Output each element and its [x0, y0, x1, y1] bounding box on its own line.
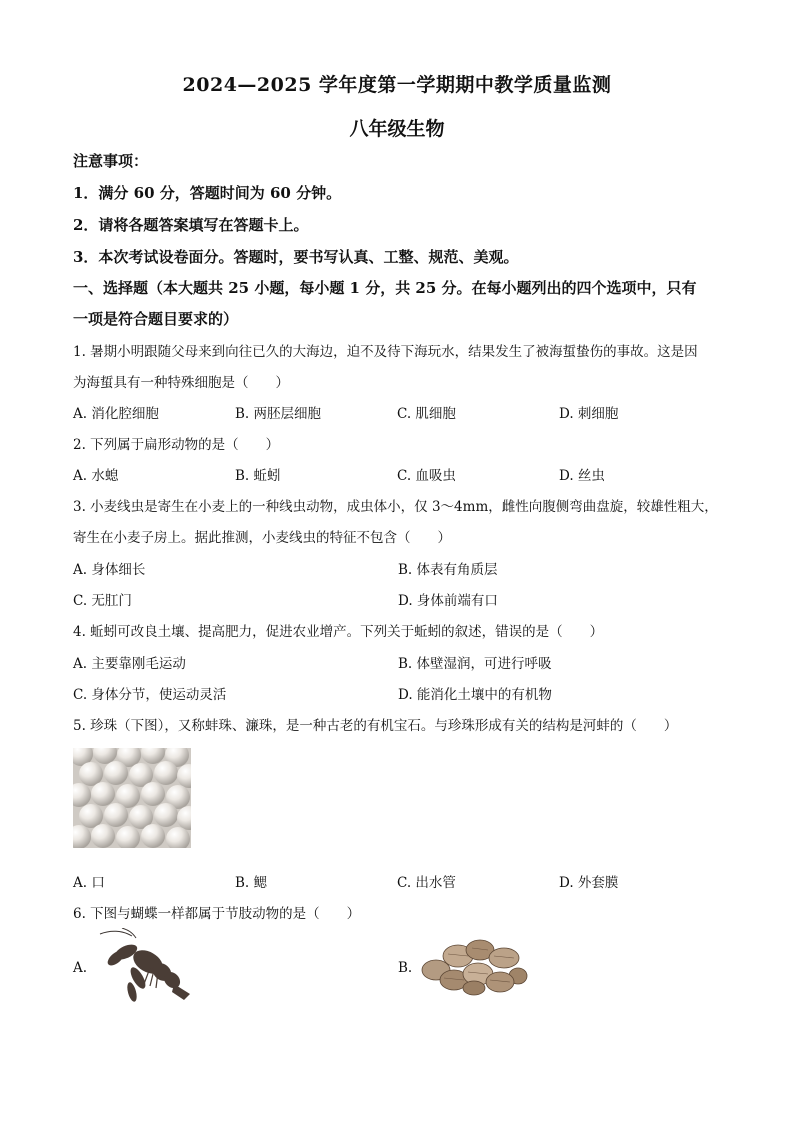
pearls-illustration: [73, 748, 191, 848]
question-1-stem-line-2: 为海蜇具有一种特殊细胞是（ ）: [73, 375, 289, 391]
option[interactable]: C. 肌细胞: [397, 406, 456, 422]
option[interactable]: C. 身体分节，使运动灵活: [73, 687, 227, 703]
option[interactable]: B. 两胚层细胞: [235, 406, 322, 422]
question-3-stem-line-1: 3. 小麦线虫是寄生在小麦上的一种线虫动物，成虫体小，仅 3～4mm，雌性向腹侧弯曲盘旋，较雄性粗大，: [73, 499, 718, 515]
exam-title: 2024—2025 学年度第一学期期中教学质量监测: [182, 74, 612, 96]
question-4-options-row-1: [73, 652, 733, 672]
exam-subtitle: 八年级生物: [349, 118, 445, 140]
notice-item-3: 3．本次考试设卷面分。答题时，要书写认真、工整、规范、美观。: [73, 248, 519, 266]
option[interactable]: D. 外套膜: [559, 875, 619, 891]
question-2-options: [73, 464, 733, 484]
question-3-stem-line-2: 寄生在小麦子房上。据此推测，小麦线虫的特征不包含（ ）: [73, 530, 451, 546]
section-heading-line-1: 一、选择题（本大题共 25 小题，每小题 1 分，共 25 分。在每小题列出的四个选项中，只有: [73, 279, 697, 297]
option[interactable]: B. 体壁湿润，可进行呼吸: [398, 656, 552, 672]
notice-heading: 注意事项：: [73, 152, 149, 170]
question-6-stem: 6. 下图与蝴蝶一样都属于节肢动物的是（ ）: [73, 906, 361, 922]
option[interactable]: A.: [73, 960, 88, 976]
clams-illustration: [418, 934, 528, 996]
option[interactable]: D. 能消化土壤中的有机物: [398, 687, 552, 703]
option[interactable]: B. 蚯蚓: [235, 468, 281, 484]
question-5-stem: 5. 珍珠（下图），又称蚌珠、濂珠，是一种古老的有机宝石。与珍珠形成有关的结构是河蚌的（ ）: [73, 718, 678, 734]
question-2-stem: 2. 下列属于扁形动物的是（ ）: [73, 437, 280, 453]
notice-item-1: 1．满分 60 分，答题时间为 60 分钟。: [73, 184, 342, 202]
question-1-options: [73, 402, 733, 422]
option[interactable]: D. 身体前端有口: [398, 593, 498, 609]
question-4-options-row-2: [73, 683, 733, 703]
option[interactable]: A. 身体细长: [73, 562, 146, 578]
question-3-options-row-2: [73, 589, 733, 609]
option[interactable]: C. 无肛门: [73, 593, 132, 609]
crayfish-illustration: [92, 928, 196, 1004]
notice-item-2: 2．请将各题答案填写在答题卡上。: [73, 216, 309, 234]
question-1-stem-line-1: 1. 暑期小明跟随父母来到向往已久的大海边，迫不及待下海玩水，结果发生了被海蜇蛰伤的事故。这是因: [73, 344, 698, 360]
option[interactable]: B. 体表有角质层: [398, 562, 498, 578]
option[interactable]: D. 刺细胞: [559, 406, 619, 422]
option[interactable]: C. 血吸虫: [397, 468, 456, 484]
option[interactable]: A. 水螅: [73, 468, 119, 484]
question-3-options-row-1: [73, 558, 733, 578]
question-5-options: [73, 871, 733, 891]
option[interactable]: A. 口: [73, 875, 105, 891]
clams-image: [418, 934, 528, 996]
option[interactable]: A. 主要靠刚毛运动: [73, 656, 186, 672]
crayfish-image: [92, 928, 196, 1004]
pearls-image: [73, 748, 191, 848]
option[interactable]: A. 消化腔细胞: [73, 406, 159, 422]
option[interactable]: B. 鳃: [235, 875, 268, 891]
option[interactable]: D. 丝虫: [559, 468, 605, 484]
option[interactable]: B.: [398, 960, 413, 976]
question-4-stem: 4. 蚯蚓可改良土壤、提高肥力，促进农业增产。下列关于蚯蚓的叙述，错误的是（ ）: [73, 624, 604, 640]
option[interactable]: C. 出水管: [397, 875, 456, 891]
section-heading-line-2: 一项是符合题目要求的）: [73, 310, 239, 328]
